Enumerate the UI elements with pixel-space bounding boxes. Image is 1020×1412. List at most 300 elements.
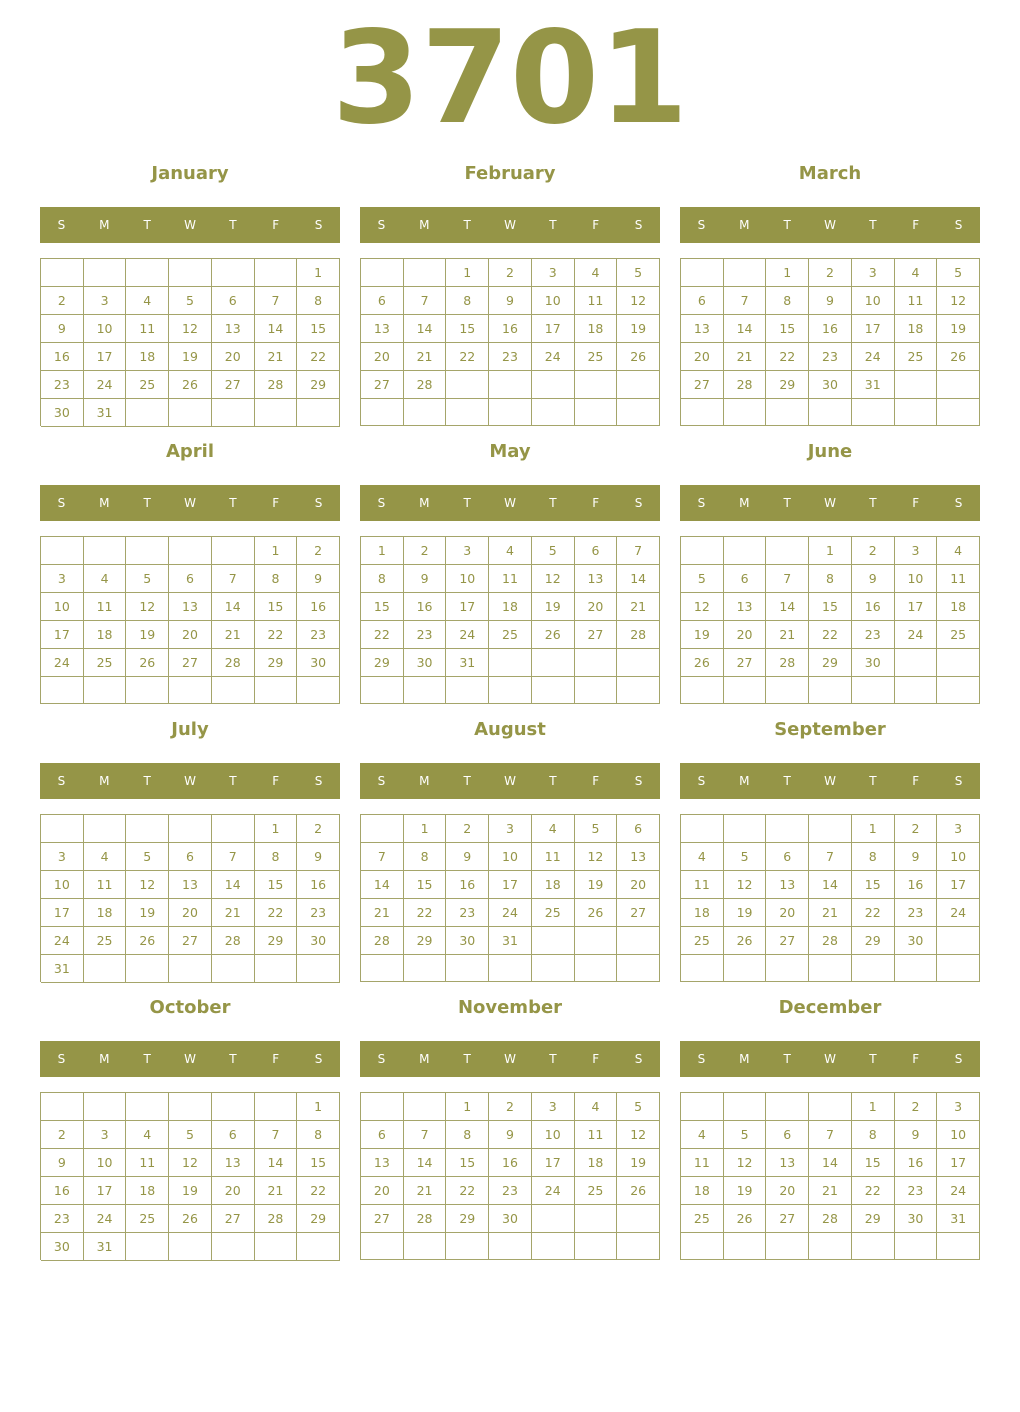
- day-cell: 12: [937, 287, 980, 315]
- day-cell: 29: [446, 1205, 489, 1233]
- day-cell: 16: [489, 315, 532, 343]
- weekday-label: F: [592, 774, 600, 788]
- day-cell: 3: [84, 287, 127, 315]
- months-grid: [40, 155, 980, 1267]
- day-cell: 15: [361, 593, 404, 621]
- day-cell: 29: [255, 927, 298, 955]
- weekday-label: T: [549, 774, 557, 788]
- day-cell: 2: [895, 815, 938, 843]
- day-cell: 9: [895, 843, 938, 871]
- day-cell: [212, 1233, 255, 1261]
- day-cell: 17: [41, 899, 84, 927]
- day-cell: [575, 399, 618, 426]
- day-cell: [681, 537, 724, 565]
- weekday-label: T: [869, 1052, 877, 1066]
- day-cell: 26: [169, 1205, 212, 1233]
- day-cell: 11: [489, 565, 532, 593]
- day-cell: 28: [212, 649, 255, 677]
- day-cell: 14: [617, 565, 660, 593]
- day-cell: 30: [446, 927, 489, 955]
- day-cell: 12: [681, 593, 724, 621]
- day-cell: 16: [404, 593, 447, 621]
- weekday-label: T: [463, 774, 471, 788]
- weekday-label: T: [549, 218, 557, 232]
- day-cell: 22: [297, 1177, 340, 1205]
- day-cell: 1: [446, 259, 489, 287]
- day-cell: [255, 1233, 298, 1261]
- day-cell: 6: [212, 1121, 255, 1149]
- day-cell: [489, 371, 532, 399]
- day-cell: 11: [681, 1149, 724, 1177]
- day-cell: 7: [766, 565, 809, 593]
- day-cell: 15: [297, 315, 340, 343]
- day-cell: [895, 1233, 938, 1260]
- day-cell: [255, 955, 298, 983]
- day-cell: 14: [809, 871, 852, 899]
- day-cell: [681, 259, 724, 287]
- day-cell: 16: [41, 343, 84, 371]
- day-cell: 8: [297, 287, 340, 315]
- day-cell: 4: [575, 1093, 618, 1121]
- day-cell: 5: [724, 843, 767, 871]
- day-cell: 13: [212, 1149, 255, 1177]
- weekday-label: F: [272, 218, 280, 232]
- day-cell: [446, 399, 489, 426]
- day-cell: 8: [255, 843, 298, 871]
- day-cell: 25: [937, 621, 980, 649]
- day-cell: [489, 1233, 532, 1260]
- weekday-label: T: [143, 1052, 151, 1066]
- day-cell: 1: [766, 259, 809, 287]
- day-cell: [681, 955, 724, 982]
- weekday-label: S: [377, 774, 386, 788]
- day-cell: [361, 955, 404, 982]
- weekday-label: W: [824, 774, 836, 788]
- day-cell: 30: [41, 1233, 84, 1261]
- day-cell: 28: [724, 371, 767, 399]
- day-cell: 15: [446, 315, 489, 343]
- day-cell: [212, 677, 255, 704]
- day-cell: 4: [681, 1121, 724, 1149]
- weekday-label: S: [57, 496, 66, 510]
- day-cell: [361, 399, 404, 426]
- weekday-label: M: [739, 774, 750, 788]
- day-cell: 4: [681, 843, 724, 871]
- day-cell: [852, 677, 895, 704]
- day-cell: [724, 955, 767, 982]
- day-cell: [404, 955, 447, 982]
- weekday-label: S: [697, 496, 706, 510]
- day-cell: [681, 815, 724, 843]
- day-cell: 19: [724, 899, 767, 927]
- weekday-label: T: [869, 496, 877, 510]
- weekday-header: [360, 485, 660, 521]
- day-cell: [532, 649, 575, 677]
- weekday-label: S: [634, 774, 643, 788]
- day-cell: 11: [681, 871, 724, 899]
- day-cell: 2: [41, 287, 84, 315]
- day-cell: 7: [617, 537, 660, 565]
- day-cell: 18: [575, 1149, 618, 1177]
- weekday-label: S: [314, 218, 323, 232]
- day-cell: [361, 677, 404, 704]
- day-cell: 27: [681, 371, 724, 399]
- day-cell: 7: [404, 287, 447, 315]
- weekday-label: F: [912, 496, 920, 510]
- weekday-label: W: [504, 774, 516, 788]
- day-cell: [489, 955, 532, 982]
- day-cell: 5: [126, 565, 169, 593]
- weekday-label: W: [824, 1052, 836, 1066]
- day-cell: 15: [852, 1149, 895, 1177]
- day-cell: 11: [84, 593, 127, 621]
- day-cell: 11: [575, 1121, 618, 1149]
- day-cell: 6: [724, 565, 767, 593]
- day-cell: 19: [532, 593, 575, 621]
- day-cell: [212, 815, 255, 843]
- day-cell: 19: [169, 1177, 212, 1205]
- month-title: June: [807, 441, 853, 462]
- day-cell: 12: [169, 1149, 212, 1177]
- day-cell: 11: [84, 871, 127, 899]
- day-cell: [532, 1205, 575, 1233]
- day-cell: 15: [297, 1149, 340, 1177]
- day-cell: 13: [361, 1149, 404, 1177]
- day-cell: 29: [852, 1205, 895, 1233]
- day-cell: [404, 399, 447, 426]
- day-cell: 22: [852, 1177, 895, 1205]
- weekday-label: W: [504, 218, 516, 232]
- day-grid: [680, 536, 980, 704]
- day-cell: 15: [255, 871, 298, 899]
- day-cell: 29: [809, 649, 852, 677]
- day-cell: 14: [361, 871, 404, 899]
- day-cell: [212, 259, 255, 287]
- day-cell: 20: [212, 343, 255, 371]
- day-cell: [212, 955, 255, 983]
- day-cell: [489, 399, 532, 426]
- day-cell: [255, 259, 298, 287]
- day-cell: 26: [575, 899, 618, 927]
- month-title: September: [774, 719, 886, 740]
- day-cell: 23: [895, 899, 938, 927]
- day-cell: 25: [126, 1205, 169, 1233]
- day-cell: 25: [575, 343, 618, 371]
- day-cell: [297, 399, 340, 427]
- day-cell: 7: [809, 843, 852, 871]
- day-cell: 8: [766, 287, 809, 315]
- weekday-header: [680, 207, 980, 243]
- day-cell: 21: [212, 621, 255, 649]
- day-cell: 26: [126, 927, 169, 955]
- day-cell: 9: [297, 843, 340, 871]
- day-cell: 10: [937, 843, 980, 871]
- month-title: October: [149, 997, 231, 1018]
- weekday-label: W: [184, 1052, 196, 1066]
- day-cell: [297, 1233, 340, 1261]
- day-cell: 10: [84, 1149, 127, 1177]
- day-cell: 21: [724, 343, 767, 371]
- day-cell: [489, 677, 532, 704]
- day-cell: [361, 815, 404, 843]
- day-cell: 12: [126, 593, 169, 621]
- day-cell: 20: [212, 1177, 255, 1205]
- day-cell: [617, 399, 660, 426]
- day-cell: 4: [126, 287, 169, 315]
- day-cell: 11: [937, 565, 980, 593]
- day-cell: [575, 927, 618, 955]
- day-cell: [212, 537, 255, 565]
- day-cell: 29: [297, 371, 340, 399]
- day-cell: 2: [446, 815, 489, 843]
- day-cell: 6: [361, 1121, 404, 1149]
- day-cell: 5: [532, 537, 575, 565]
- weekday-label: T: [463, 496, 471, 510]
- month-title: January: [151, 163, 229, 184]
- day-cell: 16: [41, 1177, 84, 1205]
- month-title: March: [798, 163, 862, 184]
- day-cell: [575, 955, 618, 982]
- day-cell: 24: [84, 371, 127, 399]
- day-cell: 13: [681, 315, 724, 343]
- weekday-label: S: [954, 218, 963, 232]
- weekday-label: S: [954, 1052, 963, 1066]
- weekday-header: [40, 763, 340, 799]
- weekday-label: S: [377, 1052, 386, 1066]
- day-cell: [766, 537, 809, 565]
- weekday-label: W: [824, 218, 836, 232]
- day-cell: 1: [255, 815, 298, 843]
- day-cell: 2: [297, 537, 340, 565]
- day-cell: 5: [575, 815, 618, 843]
- day-cell: 7: [212, 843, 255, 871]
- day-cell: 27: [724, 649, 767, 677]
- day-cell: [532, 927, 575, 955]
- day-cell: 3: [41, 843, 84, 871]
- month-title: December: [778, 997, 882, 1018]
- day-grid: [680, 814, 980, 982]
- day-cell: 12: [617, 1121, 660, 1149]
- weekday-label: S: [57, 218, 66, 232]
- day-cell: 26: [617, 1177, 660, 1205]
- day-cell: 28: [212, 927, 255, 955]
- day-cell: 30: [852, 649, 895, 677]
- day-cell: [809, 1233, 852, 1260]
- day-grid: [40, 1092, 340, 1260]
- day-cell: 4: [489, 537, 532, 565]
- weekday-label: W: [184, 218, 196, 232]
- day-cell: 28: [766, 649, 809, 677]
- day-cell: [852, 399, 895, 426]
- day-cell: 12: [169, 315, 212, 343]
- day-cell: [404, 677, 447, 704]
- day-cell: [681, 677, 724, 704]
- day-cell: [617, 371, 660, 399]
- day-cell: 12: [532, 565, 575, 593]
- month-september: [680, 711, 980, 989]
- day-cell: 15: [255, 593, 298, 621]
- day-cell: [169, 677, 212, 704]
- day-cell: 8: [297, 1121, 340, 1149]
- day-cell: [169, 1233, 212, 1261]
- day-cell: [895, 371, 938, 399]
- day-cell: 4: [937, 537, 980, 565]
- day-cell: 6: [169, 843, 212, 871]
- day-cell: 10: [446, 565, 489, 593]
- day-cell: 8: [446, 287, 489, 315]
- weekday-label: S: [634, 218, 643, 232]
- day-cell: 26: [724, 927, 767, 955]
- day-cell: 11: [532, 843, 575, 871]
- day-cell: 4: [84, 565, 127, 593]
- weekday-label: T: [783, 496, 791, 510]
- day-cell: [532, 955, 575, 982]
- day-cell: 14: [809, 1149, 852, 1177]
- month-november: [360, 989, 660, 1267]
- day-grid: [360, 814, 660, 982]
- day-cell: 12: [575, 843, 618, 871]
- day-cell: [84, 677, 127, 704]
- day-cell: [681, 1233, 724, 1260]
- day-cell: 30: [297, 927, 340, 955]
- day-cell: 20: [681, 343, 724, 371]
- day-grid: [360, 258, 660, 426]
- day-cell: 23: [489, 1177, 532, 1205]
- day-cell: 31: [84, 399, 127, 427]
- day-cell: [617, 927, 660, 955]
- weekday-label: M: [419, 218, 430, 232]
- day-cell: 27: [617, 899, 660, 927]
- day-cell: 23: [41, 371, 84, 399]
- day-cell: 17: [84, 1177, 127, 1205]
- day-cell: 5: [617, 1093, 660, 1121]
- day-cell: 25: [895, 343, 938, 371]
- day-cell: [724, 399, 767, 426]
- weekday-header: [40, 1041, 340, 1077]
- day-cell: 10: [84, 315, 127, 343]
- weekday-header: [40, 207, 340, 243]
- day-cell: 6: [212, 287, 255, 315]
- day-cell: 17: [489, 871, 532, 899]
- day-cell: 2: [895, 1093, 938, 1121]
- day-cell: [446, 955, 489, 982]
- day-cell: 20: [169, 899, 212, 927]
- day-cell: 13: [169, 593, 212, 621]
- day-cell: [937, 677, 980, 704]
- day-cell: 30: [489, 1205, 532, 1233]
- day-cell: 30: [895, 1205, 938, 1233]
- day-cell: 3: [895, 537, 938, 565]
- day-cell: 14: [255, 1149, 298, 1177]
- weekday-header: [360, 207, 660, 243]
- day-cell: 18: [532, 871, 575, 899]
- day-cell: 22: [446, 1177, 489, 1205]
- day-cell: 26: [532, 621, 575, 649]
- day-cell: 6: [617, 815, 660, 843]
- day-cell: [809, 815, 852, 843]
- day-cell: 21: [404, 343, 447, 371]
- day-cell: [404, 259, 447, 287]
- day-cell: 1: [446, 1093, 489, 1121]
- day-cell: 9: [41, 315, 84, 343]
- day-cell: 28: [617, 621, 660, 649]
- day-cell: 9: [895, 1121, 938, 1149]
- weekday-label: S: [954, 496, 963, 510]
- day-cell: 16: [895, 871, 938, 899]
- day-grid: [360, 536, 660, 704]
- day-cell: [361, 1093, 404, 1121]
- day-cell: [724, 1093, 767, 1121]
- day-cell: 2: [489, 1093, 532, 1121]
- month-title: February: [464, 163, 556, 184]
- day-cell: 8: [809, 565, 852, 593]
- day-cell: 12: [724, 871, 767, 899]
- day-cell: [446, 1233, 489, 1260]
- weekday-label: S: [314, 1052, 323, 1066]
- weekday-label: M: [99, 774, 110, 788]
- day-cell: 3: [446, 537, 489, 565]
- weekday-label: M: [99, 218, 110, 232]
- day-cell: 10: [532, 287, 575, 315]
- day-cell: 24: [937, 899, 980, 927]
- day-cell: 23: [404, 621, 447, 649]
- day-cell: 28: [255, 1205, 298, 1233]
- day-cell: 5: [937, 259, 980, 287]
- day-cell: 30: [809, 371, 852, 399]
- weekday-label: W: [824, 496, 836, 510]
- weekday-label: M: [419, 774, 430, 788]
- day-cell: 24: [532, 343, 575, 371]
- day-cell: 28: [255, 371, 298, 399]
- weekday-label: S: [697, 218, 706, 232]
- day-cell: 28: [361, 927, 404, 955]
- day-cell: [212, 1093, 255, 1121]
- day-cell: 28: [809, 1205, 852, 1233]
- day-cell: 10: [489, 843, 532, 871]
- weekday-label: M: [419, 1052, 430, 1066]
- day-cell: [766, 399, 809, 426]
- day-cell: 18: [937, 593, 980, 621]
- weekday-label: S: [697, 774, 706, 788]
- day-cell: [126, 955, 169, 983]
- day-cell: 31: [446, 649, 489, 677]
- month-march: [680, 155, 980, 433]
- day-cell: [724, 677, 767, 704]
- day-cell: 1: [297, 1093, 340, 1121]
- month-august: [360, 711, 660, 989]
- day-cell: [297, 955, 340, 983]
- day-cell: 20: [169, 621, 212, 649]
- day-cell: [126, 399, 169, 427]
- day-cell: [169, 1093, 212, 1121]
- day-cell: 19: [126, 621, 169, 649]
- day-cell: 14: [724, 315, 767, 343]
- day-cell: 24: [446, 621, 489, 649]
- day-cell: 29: [297, 1205, 340, 1233]
- day-cell: [212, 399, 255, 427]
- day-cell: 18: [681, 899, 724, 927]
- day-cell: 26: [169, 371, 212, 399]
- day-cell: 20: [766, 899, 809, 927]
- weekday-label: F: [912, 218, 920, 232]
- day-cell: 22: [766, 343, 809, 371]
- day-cell: 22: [361, 621, 404, 649]
- weekday-label: M: [99, 496, 110, 510]
- day-cell: 17: [852, 315, 895, 343]
- day-cell: [937, 399, 980, 426]
- day-cell: [404, 1233, 447, 1260]
- weekday-label: F: [592, 1052, 600, 1066]
